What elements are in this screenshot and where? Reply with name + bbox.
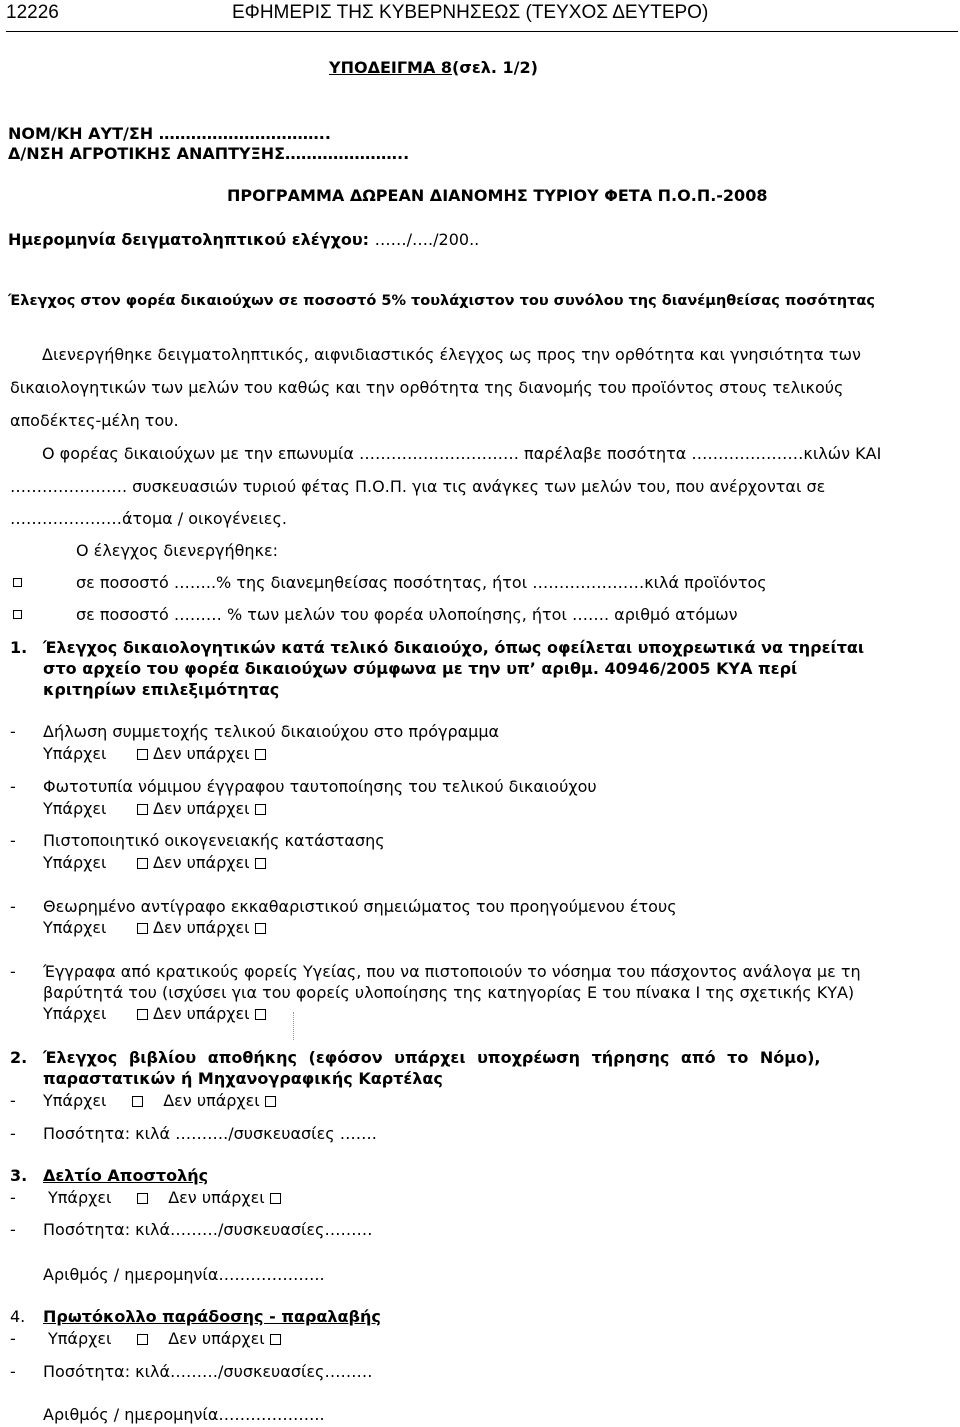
not-exists-checkbox[interactable]: [255, 1009, 266, 1020]
list-dash: -: [10, 1188, 16, 1207]
form-title: ΥΠΟΔΕΙΓΜΑ 8: [329, 58, 453, 77]
sec3-quantity: Ποσότητα: κιλά………/συσκευασίες………: [43, 1220, 373, 1239]
not-exists-checkbox[interactable]: [255, 858, 266, 869]
sec4-options: [48, 1329, 281, 1349]
exists-label: Υπάρχει: [43, 853, 107, 872]
exists-label: Υπάρχει: [43, 1004, 107, 1023]
list-dash: -: [10, 962, 16, 981]
sec1-item-1-options: [43, 744, 266, 764]
form-title-line: [329, 58, 538, 78]
sec1-item-3: Πιστοποιητικό οικογενειακής κατάστασης: [43, 831, 385, 850]
exists-checkbox[interactable]: [137, 1334, 148, 1345]
list-dash: -: [10, 831, 16, 850]
not-exists-label: Δεν υπάρχει: [153, 1004, 250, 1023]
list-dash: -: [10, 897, 16, 916]
exists-label: Υπάρχει: [43, 744, 107, 763]
gazette-title: ΕΦΗΜΕΡΙΣ ΤΗΣ ΚΥΒΕΡΝΗΣΕΩΣ (ΤΕΥΧΟΣ ΔΕΥΤΕΡΟ): [232, 2, 709, 23]
option-2-text: σε ποσοστό ……… % των μελών του φορέα υλοποίησης, ήτοι ……. αριθμό ατόμων: [76, 605, 738, 624]
not-exists-label: Δεν υπάρχει: [153, 744, 250, 763]
program-title: ΠΡΟΓΡΑΜΜΑ ΔΩΡΕΑΝ ΔΙΑΝΟΜΗΣ ΤΥΡΙΟΥ ΦΕΤΑ Π.Ο.Π.-2008: [227, 186, 768, 205]
exists-checkbox[interactable]: [137, 1009, 148, 1020]
list-dash: -: [10, 1362, 16, 1381]
sec3-reference: Αριθμός / ημερομηνία………………..: [43, 1265, 325, 1284]
sec1-item-5-line-1: Έγγραφα από κρατικούς φορείς Υγείας, που να πιστοποιούν το νόσημα του πάσχοντος ανάλογα με τη: [43, 962, 861, 981]
sec4-quantity: Ποσότητα: κιλά………/συσκευασίες………: [43, 1362, 373, 1381]
option-1-text: σε ποσοστό ……..% της διανεμηθείσας ποσότητας, ήτοι …………………κιλά προϊόντος: [76, 573, 767, 592]
date-line: [8, 230, 479, 250]
directorate-line: Δ/ΝΣΗ ΑΓΡΟΤΙΚΗΣ ΑΝΑΠΤΥΞΗΣ…………………..: [8, 144, 410, 163]
sec1-item-4: Θεωρημένο αντίγραφο εκκαθαριστικού σημειώματος του προηγούμενου έτους: [43, 897, 677, 916]
sec2-options: [43, 1091, 276, 1111]
header-rule: [6, 31, 958, 32]
sec4-number: 4.: [10, 1307, 26, 1326]
exists-checkbox[interactable]: [137, 749, 148, 760]
exists-checkbox[interactable]: [137, 858, 148, 869]
list-dash: -: [10, 777, 16, 796]
sec2-quantity: Ποσότητα: κιλά ………./συσκευασίες …….: [43, 1124, 377, 1143]
not-exists-label: Δεν υπάρχει: [163, 1091, 260, 1110]
sec1-title-2: στο αρχείο του φορέα δικαιούχων σύμφωνα με την υπ’ αριθμ. 40946/2005 ΚΥΑ περί: [43, 659, 798, 678]
exists-checkbox[interactable]: [137, 1193, 148, 1204]
divider: [293, 1012, 294, 1040]
sec1-title-1: Έλεγχος δικαιολογητικών κατά τελικό δικαιούχο, όπως οφείλεται υποχρεωτικά να τηρείται: [43, 638, 865, 657]
not-exists-label: Δεν υπάρχει: [168, 1188, 265, 1207]
list-dash: -: [10, 1124, 16, 1143]
not-exists-checkbox[interactable]: [255, 749, 266, 760]
sec3-title: Δελτίο Αποστολής: [43, 1166, 209, 1185]
list-dash: -: [10, 1329, 16, 1348]
sec4-reference: Αριθμός / ημερομηνία………………..: [43, 1405, 325, 1424]
not-exists-checkbox[interactable]: [255, 923, 266, 934]
body-line-1: Ο φορέας δικαιούχων με την επωνυμία ………………………… παρέλαβε ποσότητα …………………κιλών ΚΑΙ: [42, 444, 882, 463]
exists-checkbox[interactable]: [132, 1096, 143, 1107]
body-line-3: …………………άτομα / οικογένειες.: [10, 509, 287, 528]
date-value: ……/…./200..: [374, 230, 480, 249]
not-exists-checkbox[interactable]: [255, 804, 266, 815]
exists-checkbox[interactable]: [137, 804, 148, 815]
date-label: Ημερομηνία δειγματοληπτικού ελέγχου:: [8, 230, 370, 249]
list-dash: -: [10, 722, 16, 741]
sec3-number: 3.: [10, 1166, 28, 1185]
not-exists-checkbox[interactable]: [270, 1193, 281, 1204]
sec1-number: 1.: [10, 638, 28, 657]
exists-label: Υπάρχει: [48, 1188, 112, 1207]
sec4-title: Πρωτόκολλο παράδοσης - παραλαβής: [43, 1307, 381, 1326]
page-number: 12226: [6, 2, 59, 23]
not-exists-checkbox[interactable]: [265, 1096, 276, 1107]
exists-checkbox[interactable]: [137, 923, 148, 934]
sec1-item-2-options: [43, 799, 266, 819]
body-line-2: …………………. συσκευασιών τυριού φέτας Π.Ο.Π. για τις ανάγκες των μελών του, που ανέρχονται σε: [10, 477, 826, 496]
sec1-item-4-options: [43, 918, 266, 938]
not-exists-checkbox[interactable]: [270, 1334, 281, 1345]
exists-label: Υπάρχει: [43, 1091, 107, 1110]
sec2-title-2: παραστατικών ή Μηχανογραφικής Καρτέλας: [43, 1069, 443, 1088]
prefecture-line: ΝΟΜ/ΚΗ ΑΥΤ/ΣΗ …………………………..: [8, 124, 331, 143]
exists-label: Υπάρχει: [43, 799, 107, 818]
sample-heading: Έλεγχος στον φορέα δικαιούχων σε ποσοστό 5% τουλάχιστον του συνόλου της διανέμηθείσας ποσότητας: [8, 293, 875, 309]
exists-label: Υπάρχει: [48, 1329, 112, 1348]
not-exists-label: Δεν υπάρχει: [168, 1329, 265, 1348]
sec2-number: 2.: [10, 1048, 28, 1067]
sec1-item-3-options: [43, 853, 266, 873]
intro-line-2: δικαιολογητικών των μελών του καθώς και την ορθότητα της διανομής του προϊόντος στους τελικούς: [10, 378, 844, 397]
not-exists-label: Δεν υπάρχει: [153, 918, 250, 937]
option-1-checkbox[interactable]: [13, 578, 22, 587]
sec1-item-2: Φωτοτυπία νόμιμου έγγραφου ταυτοποίησης του τελικού δικαιούχου: [43, 777, 597, 796]
sec3-options: [48, 1188, 281, 1208]
list-dash: -: [10, 1220, 16, 1239]
sec1-title-3: κριτηρίων επιλεξιμότητας: [43, 680, 280, 699]
sec1-item-1: Δήλωση συμμετοχής τελικού δικαιούχου στο πρόγραμμα: [43, 722, 500, 741]
list-dash: -: [10, 1091, 16, 1110]
sec1-item-5-options: [43, 1004, 266, 1024]
form-page: (σελ. 1/2): [452, 58, 538, 77]
not-exists-label: Δεν υπάρχει: [153, 799, 250, 818]
exists-label: Υπάρχει: [43, 918, 107, 937]
check-done-label: Ο έλεγχος διενεργήθηκε:: [76, 541, 279, 560]
option-2-checkbox[interactable]: [13, 610, 22, 619]
intro-line-3: αποδέκτες-μέλη του.: [10, 411, 179, 430]
not-exists-label: Δεν υπάρχει: [153, 853, 250, 872]
sec1-item-5-line-2: βαρύτητά του (ισχύσει για του φορείς υλοποίησης της κατηγορίας Ε του πίνακα Ι της σχετικής ΚΥΑ): [43, 983, 855, 1002]
sec2-title-1: Έλεγχος βιβλίου αποθήκης (εφόσον υπάρχει υποχρέωση τήρησης από το Νόμο),: [43, 1048, 821, 1067]
intro-line-1: Διενεργήθηκε δειγματοληπτικός, αιφνιδιαστικός έλεγχος ως προς την ορθότητα και γνησιότητα των: [42, 345, 861, 364]
